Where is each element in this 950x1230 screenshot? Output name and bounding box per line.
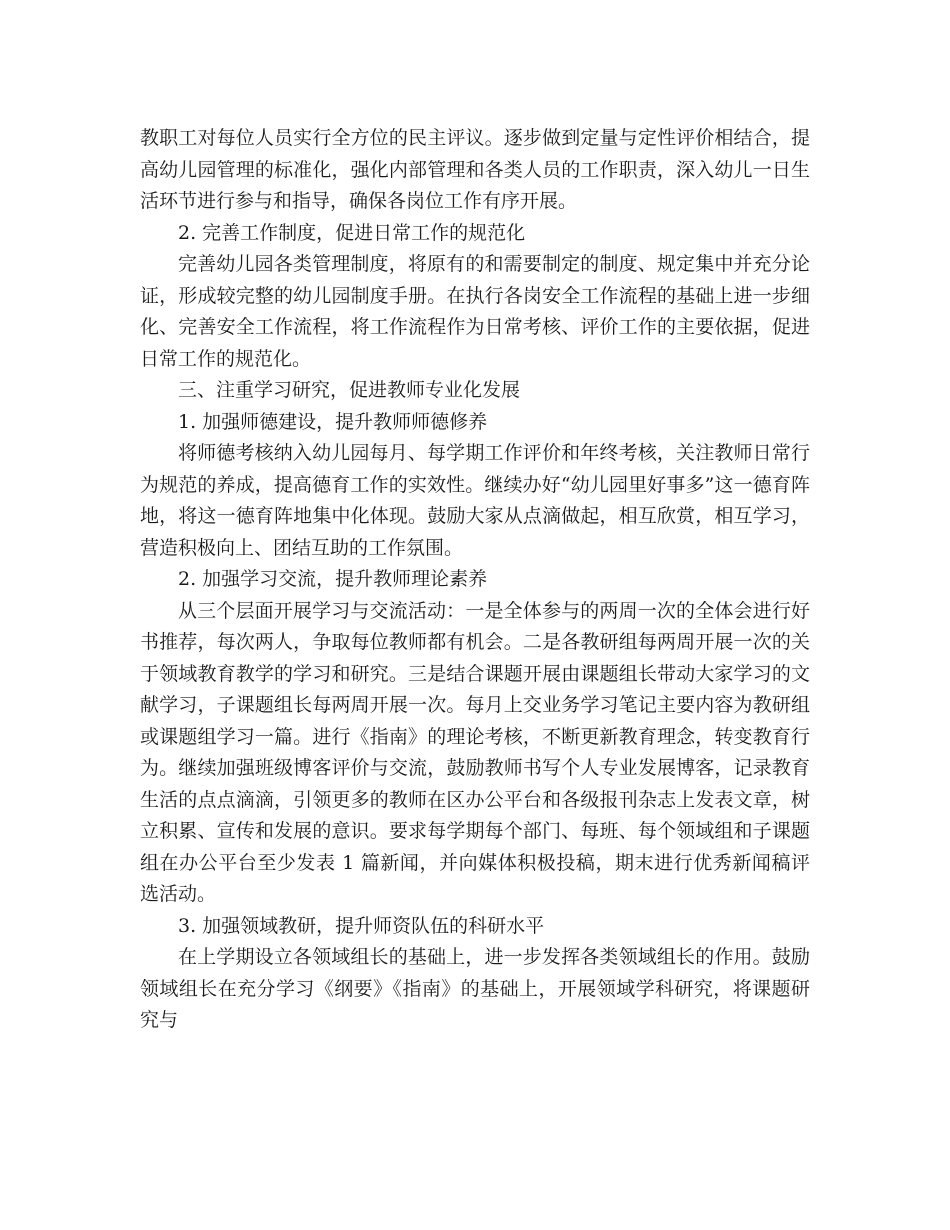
section-heading-3-research: 3. 加强领域教研，提升师资队伍的科研水平: [178, 914, 545, 937]
paragraph-study: 从三个层面开展学习与交流活动：一是全体参与的两周一次的全体会进行好书推荐，每次两人，争取每位教师都有机会。二是各教研组每两周开展一次的关于领域教育教学的学习和研究。三是结合课题开展由课题组长带动大家学习的文献学习，子课题组长每两周开展一次。每月上交业务学习笔记主要内容为教研组或课题组学习一篇。进行《指南》的理论考核，不断更新教育理念，转变教育行为。继续加强班级博客评价与交流，鼓励教师书写个人专业发展博客，记录教育生活的点点滴滴，引领更多的教师在区办公平台和各级报刊杂志上发表文章，树立积累、宣传和发展的意识。要求每学期每个部门、每班、每个领域组和子课题组在办公平台至少发表 1 篇新闻，并向媒体积极投稿，期末进行优秀新闻稿评选活动。: [140, 599, 810, 905]
paragraph-system: 完善幼儿园各类管理制度，将原有的和需要制定的制度、规定集中并充分论证，形成较完整的幼儿园制度手册。在执行各岗安全工作流程的基础上进一步细化、完善安全工作流程，将工作流程作为日常考核、评价工作的主要依据，促进日常工作的规范化。: [140, 253, 810, 370]
paragraph-research: 在上学期设立各领域组长的基础上，进一步发挥各类领域组长的作用。鼓励领域组长在充分学习《纲要》《指南》的基础上，开展领域学科研究，将课题研究与: [140, 946, 810, 1031]
chapter-heading-3: 三、注重学习研究，促进教师专业化发展: [178, 379, 521, 401]
section-heading-2-system: 2. 完善工作制度，促进日常工作的规范化: [178, 221, 526, 244]
paragraph-continuation: 教职工对每位人员实行全方位的民主评议。逐步做到定量与定性评价相结合，提高幼儿园管理的标准化，强化内部管理和各类人员的工作职责，深入幼儿一日生活环节进行参与和指导，确保各岗位工作有序开展。: [140, 127, 810, 212]
section-heading-2-study: 2. 加强学习交流，提升教师理论素养: [178, 568, 488, 590]
section-heading-1-ethics: 1. 加强师德建设，提升教师师德修养: [178, 410, 488, 433]
paragraph-ethics: 将师德考核纳入幼儿园每月、每学期工作评价和年终考核，关注教师日常行为规范的养成，提高德育工作的实效性。继续办好“幼儿园里好事多”这一德育阵地，将这一德育阵地集中化体现。鼓励大家从点滴做起，相互欣赏，相互学习，营造积极向上、团结互助的工作氛围。: [140, 442, 810, 559]
